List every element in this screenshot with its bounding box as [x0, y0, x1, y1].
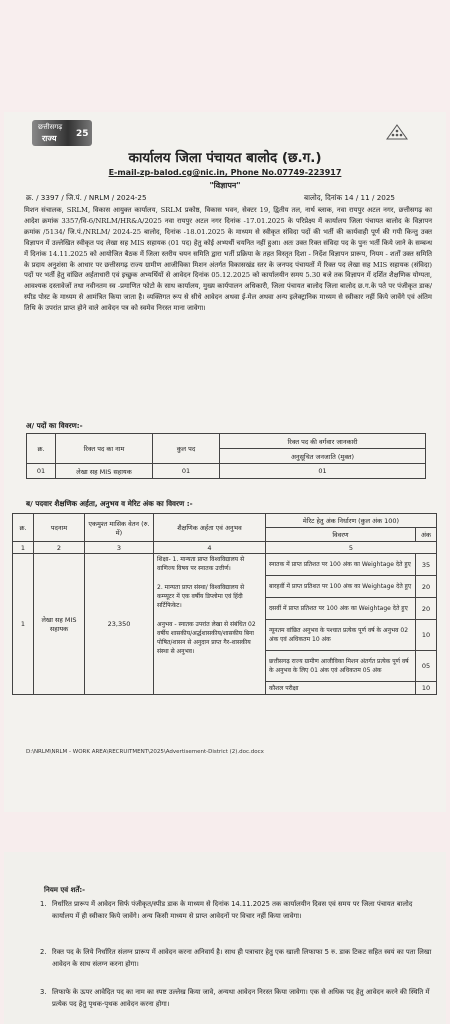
reference-date: बालोद, दिनांक 14 / 11 / 2025: [304, 193, 395, 202]
col-st-header: अनुसूचित जनजाति (मुक्त): [220, 449, 426, 464]
col-description-header: विवरण: [266, 528, 416, 542]
nrlm-logo-icon: [386, 124, 408, 140]
criteria-row: छत्तीसगढ़ राज्य ग्रामीण आजीविका मिशन अंतर्गत प्रत्येक पूर्ण वर्ष के अनुभव के लिए 01 अंक एवं अधिकतम 05 अंक: [266, 651, 416, 682]
col-number: 3: [85, 542, 154, 554]
criteria-row: बारहवीं में प्राप्त प्रतिशत पर 100 अंक का Weightage देते हुए: [266, 576, 416, 598]
col-number: 1: [13, 542, 34, 554]
col-total-header: कुल पद: [153, 434, 220, 464]
criteria-row: स्नातक में प्राप्त प्रतिशत पर 100 अंक का Weightage देते हुए: [266, 554, 416, 576]
details-table: [12, 513, 437, 695]
intro-paragraph: मिशन संचालक, SRLM, विकास आयुक्त कार्यालय, SRLM प्रकोष्ठ, विकास भवन, सेक्टर 19, द्वितीय तल, नार्थ ब्लाक, नवा रायपुर अटल नगर, छत्तीसगढ़ का आदेश क्रमांक 3357/वि-6/NRLM/HR&A/2025 नवा रायपुर अटल नगर दिनांक -17.01.2025 के परिप्रेक्ष्य में कार्यालय जिला पंचायत बालोद के विज्ञापन क्रमांक /5134/ जि.पं./NRLM/ 2024-25 बालोद, दिनांक -18.01.2025 के माध्यम से स्वीकृत संविदा पदों की भर्ती की कार्यवाही पूर्ण की गयी किन्तु उक्त विज्ञापन में उल्लेखित स्वीकृत पद लेखा सह MIS सहायक (01 पद) हेतु कोई अभ्यर्थी चयनित नहीं हुआ। अतः उक्त रिक्त संविदा पद के पुनः भर्ती किये जाने के सम्बन्ध में दिनांक 14.11.2025 को आयोजित बैठक में जिला स्तरीय चयन समिति द्वारा भर्ती प्रक्रिया के तहत विस्तृत दिशा - निर्देश विज्ञापन प्रारूप, नियम - शर्तों उक्त समिति के प्रदाय अनुशंसा के आधार पर छत्तीसगढ़ राज्य ग्रामीण आजीविका मिशन अंतर्गत विकासखंड स्तर के जनपद पंचायतों में रिक्त पद लेखा सह MIS सहायक (संविदा) पदों पर भर्ती हेतु वांछित अर्हताधारी एवं इच्छुक अभ्यर्थियों से आवेदन दिनांक 05.12.2025 को कार्यालयीन समय 5.30 बजे तक विज्ञापन में दर्शित शैक्षणिक योग्यता, आवश्यक दस्तावेजों तथा नवीनतम स्व -प्रमाणित फोटो के साथ कार्यालय, मुख्य कार्यपालन अधिकारी, जिला पंचायत बालोद जिला बालोद छ.ग.के पते पर पंजीकृत डाक/स्पीड पोस्ट के माध्यम से आमंत्रित किया जाता है। व्यक्तिगत रूप से सीधे आवेदन अथवा ई-मेल अथवा अन्य इलेक्ट्रानिक माध्यम से स्वीकार नहीं किये जावेंगे एवं अंतिम तिथि के उपरांत प्राप्त होने वाले आवेदन पत्र को स्वमेव निरस्त माना जावेगा।: [24, 206, 432, 313]
qualification-computer: 2. मान्यता प्राप्त संस्था/ विश्वविद्यालय से कम्प्यूटर में एक वर्षीय डिप्लोमा एवं हिंदी सर्टिफिकेट।: [157, 584, 245, 609]
table-cell-post: लेखा सह MIS सहायक: [34, 554, 85, 695]
criteria-row: न्यूनतम वांछित अनुभव के पश्चात प्रत्येक पूर्ण वर्ष के अनुभव 02 अंक एवं अधिकतम 10 अंक: [266, 620, 416, 651]
table-cell: लेखा सह MIS सहायक: [56, 464, 153, 479]
rule-text: रिक्त पद के लिये निर्धारित संलग्न प्रारूप में आवेदन करना अनिवार्य है। साथ ही पत्राचार हेतु एक खाली लिफाफा 5 रु. डाक टिकट सहित स्वयं का पता लिखा आवेदन के साथ संलग्न करना होगा।: [52, 948, 432, 968]
criteria-marks: 20: [416, 576, 437, 598]
rule-item: [40, 898, 432, 922]
page-gap: [0, 812, 450, 852]
table-cell-sr: 1: [13, 554, 34, 695]
top-blank-band: [0, 0, 450, 110]
col-category-header: रिक्त पद की वर्गवार जानकारी: [220, 434, 426, 449]
qualification-education: शिक्षा- 1. मान्यता प्राप्त विश्वविद्यालय से वाणिज्य विषय पर स्नातक उत्तीर्ण।: [157, 556, 245, 572]
state-logo: छत्तीसगढ़ राज्य 25: [32, 120, 92, 146]
col-qualification-header: शैक्षणिक अर्हता एवं अनुभव: [154, 514, 266, 542]
rule-item: [40, 946, 432, 970]
rule-number: 3.: [40, 988, 47, 996]
rules-heading: नियम एवं शर्तें:-: [44, 886, 86, 894]
advertisement-heading: "विज्ञापन": [209, 181, 241, 190]
contact-line: E-mail-zp-balod.cg@nic.in, Phone No.07749-223917: [108, 168, 342, 177]
col-number: 4: [154, 542, 266, 554]
section-b-heading: ब/ पदवार शैक्षणिक अर्हता, अनुभव व मेरिट अंक का विवरण :-: [26, 499, 193, 508]
col-sr-header: क्र.: [27, 434, 56, 464]
criteria-marks: 35: [416, 554, 437, 576]
criteria-marks: 20: [416, 598, 437, 620]
col-merit-header: मेरिट हेतु अंक निर्धारण (कुल अंक 100): [266, 514, 437, 528]
criteria-marks: 10: [416, 620, 437, 651]
criteria-row: दसवीं में प्राप्त प्रतिशत पर 100 अंक का Weightage देते हुए: [266, 598, 416, 620]
section-a-heading: अ/ पदों का विवरण:-: [26, 421, 83, 430]
rule-number: 1.: [40, 900, 47, 908]
rule-number: 2.: [40, 948, 47, 956]
rule-text: निर्धारित प्रारूप में आवेदन सिर्फ पंजीकृत/स्पीड डाक के माध्यम से दिनांक 14.11.2025 तक कार्यालयीन दिवस एवं समय पर जिला पंचायत बालोद कार्यालय में ही स्वीकार किये जावेंगे। अन्य किसी माध्यम से प्राप्त आवेदनों पर विचार नहीं किया जावेगा।: [52, 900, 413, 920]
notice-page-1: [4, 112, 446, 812]
col-marks-header: अंक: [416, 528, 437, 542]
table-cell: 01: [153, 464, 220, 479]
col-designation-header: पदनाम: [34, 514, 85, 542]
col-salary-header: एकमुश्त मासिक वेतन (रु. में): [85, 514, 154, 542]
table-cell: 01: [220, 464, 426, 479]
col-post-header: रिक्त पद का नाम: [56, 434, 153, 464]
criteria-marks: 05: [416, 651, 437, 682]
criteria-row: कौशल परीक्षा: [266, 682, 416, 695]
notice-page-2: [4, 852, 446, 1024]
table-cell: 01: [27, 464, 56, 479]
office-title: कार्यालय जिला पंचायत बालोद (छ.ग.): [128, 150, 322, 166]
criteria-marks: 10: [416, 682, 437, 695]
file-path-footer: D:\NRLM\NRLM - WORK AREA\RECRUITMENT\2025\Advertisement-District (2).doc.docx: [26, 749, 264, 755]
rule-text: लिफाफे के ऊपर आवेदित पद का नाम का स्पष्ट उल्लेख किया जावे, अन्यथा आवेदन निरस्त किया जावेगा। एक से अधिक पद हेतु आवेदन करने की स्थिति में प्रत्येक पद हेतु पृथक-पृथक आवेदन करना होगा।: [52, 988, 430, 1008]
table-cell-salary: 23,350: [85, 554, 154, 695]
rule-item: [40, 986, 432, 1010]
posts-table: [26, 433, 426, 479]
reference-number: क्र. / 3397 / जि.पं. / NRLM / 2024-25: [26, 193, 147, 202]
table-cell-qualification: [154, 554, 266, 695]
col-sr-header: क्र.: [13, 514, 34, 542]
qualification-experience: अनुभव - स्नातक उपरांत लेखा से संबंधित 02 वर्षीय शासकीय/अर्द्धशासकीय/शासकीय बिना पोषित/शासन से अनुदान प्राप्त गैर-शासकीय संस्था से अनुभव।: [157, 621, 256, 655]
col-number: 2: [34, 542, 85, 554]
col-number: 5: [266, 542, 437, 554]
